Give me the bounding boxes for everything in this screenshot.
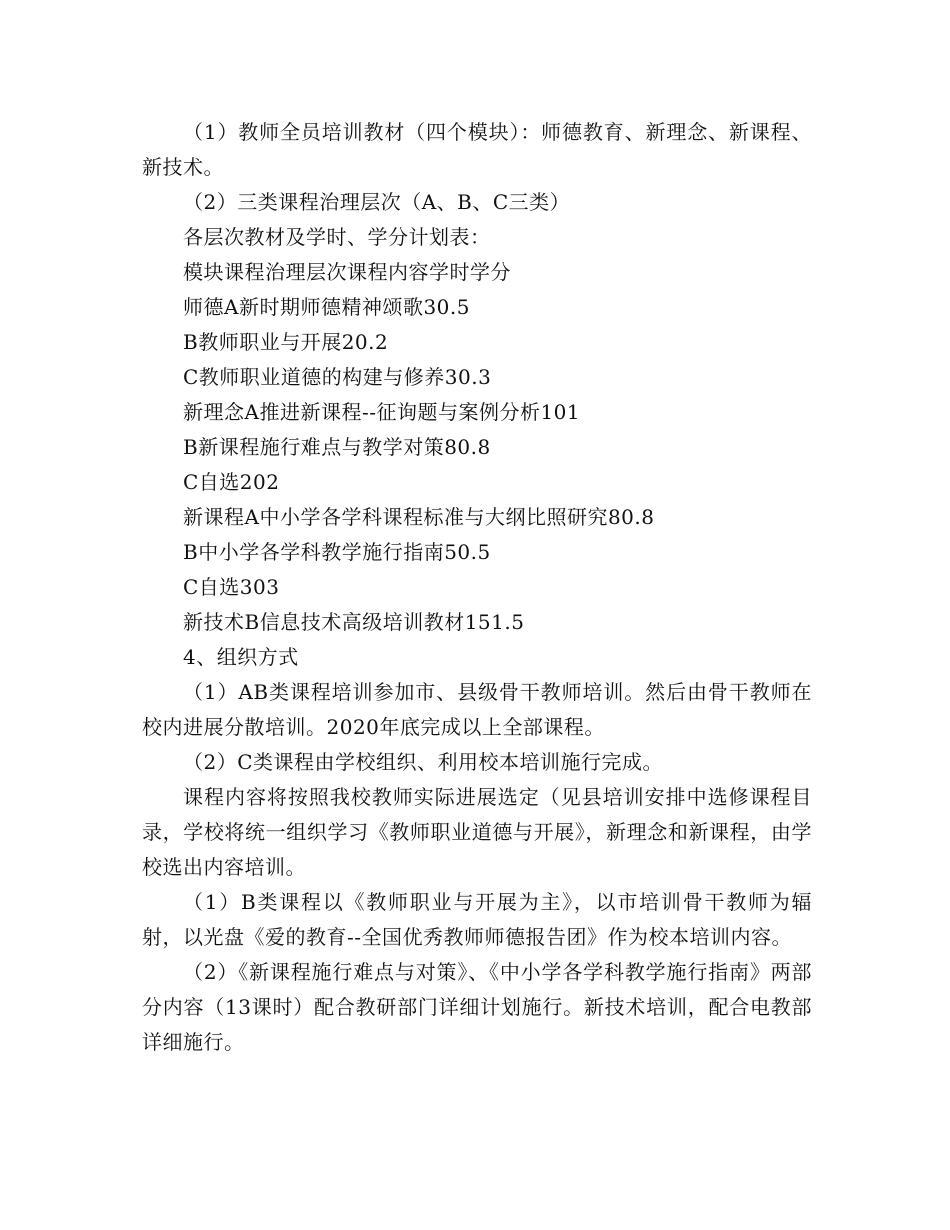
table-row: 新理念A推进新课程--征询题与案例分析101 — [183, 400, 581, 424]
paragraph-ab-courses: （1）AB类课程培训参加市、县级骨干教师培训。然后由骨干教师在校内进展分散培训。2020年底完成以上全部课程。 — [142, 680, 812, 739]
table-row: 师德A新时期师德精神颂歌30.5 — [183, 295, 470, 319]
table-row: C自选202 — [183, 470, 280, 494]
table-row: B中小学各学科教学施行指南50.5 — [183, 540, 491, 564]
table-row: B新课程施行难点与教学对策80.8 — [183, 435, 491, 459]
table-intro: 各层次教材及学时、学分计划表： — [183, 225, 491, 249]
document-body — [142, 115, 812, 1060]
paragraph-c-courses: （2）C类课程由学校组织、利用校本培训施行完成。 — [183, 750, 664, 774]
paragraph-new-curriculum: （2）《新课程施行难点与对策》、《中小学各学科教学施行指南》两部分内容（13课时）配合教研部门详细计划施行。新技术培训，配合电教部详细施行。 — [142, 960, 812, 1054]
table-row: C自选303 — [183, 575, 280, 599]
table-row: C教师职业道德的构建与修养30.3 — [183, 365, 492, 389]
paragraph-b-courses: （1）B类课程以《教师职业与开展为主》，以市培训骨干教师为辐射，以光盘《爱的教育--全国优秀教师师德报告团》作为校本培训内容。 — [142, 890, 812, 949]
paragraph-training-materials: （1）教师全员培训教材（四个模块）：师德教育、新理念、新课程、新技术。 — [142, 120, 812, 179]
table-row-header: 模块课程治理层次课程内容学时学分 — [183, 260, 511, 284]
paragraph-course-levels: （2）三类课程治理层次（A、B、C三类） — [183, 190, 571, 214]
table-row: 新技术B信息技术高级培训教材151.5 — [183, 610, 525, 634]
table-row: 新课程A中小学各学科课程标准与大纲比照研究80.8 — [183, 505, 655, 529]
table-row: B教师职业与开展20.2 — [183, 330, 389, 354]
paragraph-course-content: 课程内容将按照我校教师实际进展选定（见县培训安排中选修课程目录，学校将统一组织学习《教师职业道德与开展》，新理念和新课程，由学校选出内容培训。 — [142, 785, 812, 879]
section-heading: 4、组织方式 — [183, 645, 299, 669]
